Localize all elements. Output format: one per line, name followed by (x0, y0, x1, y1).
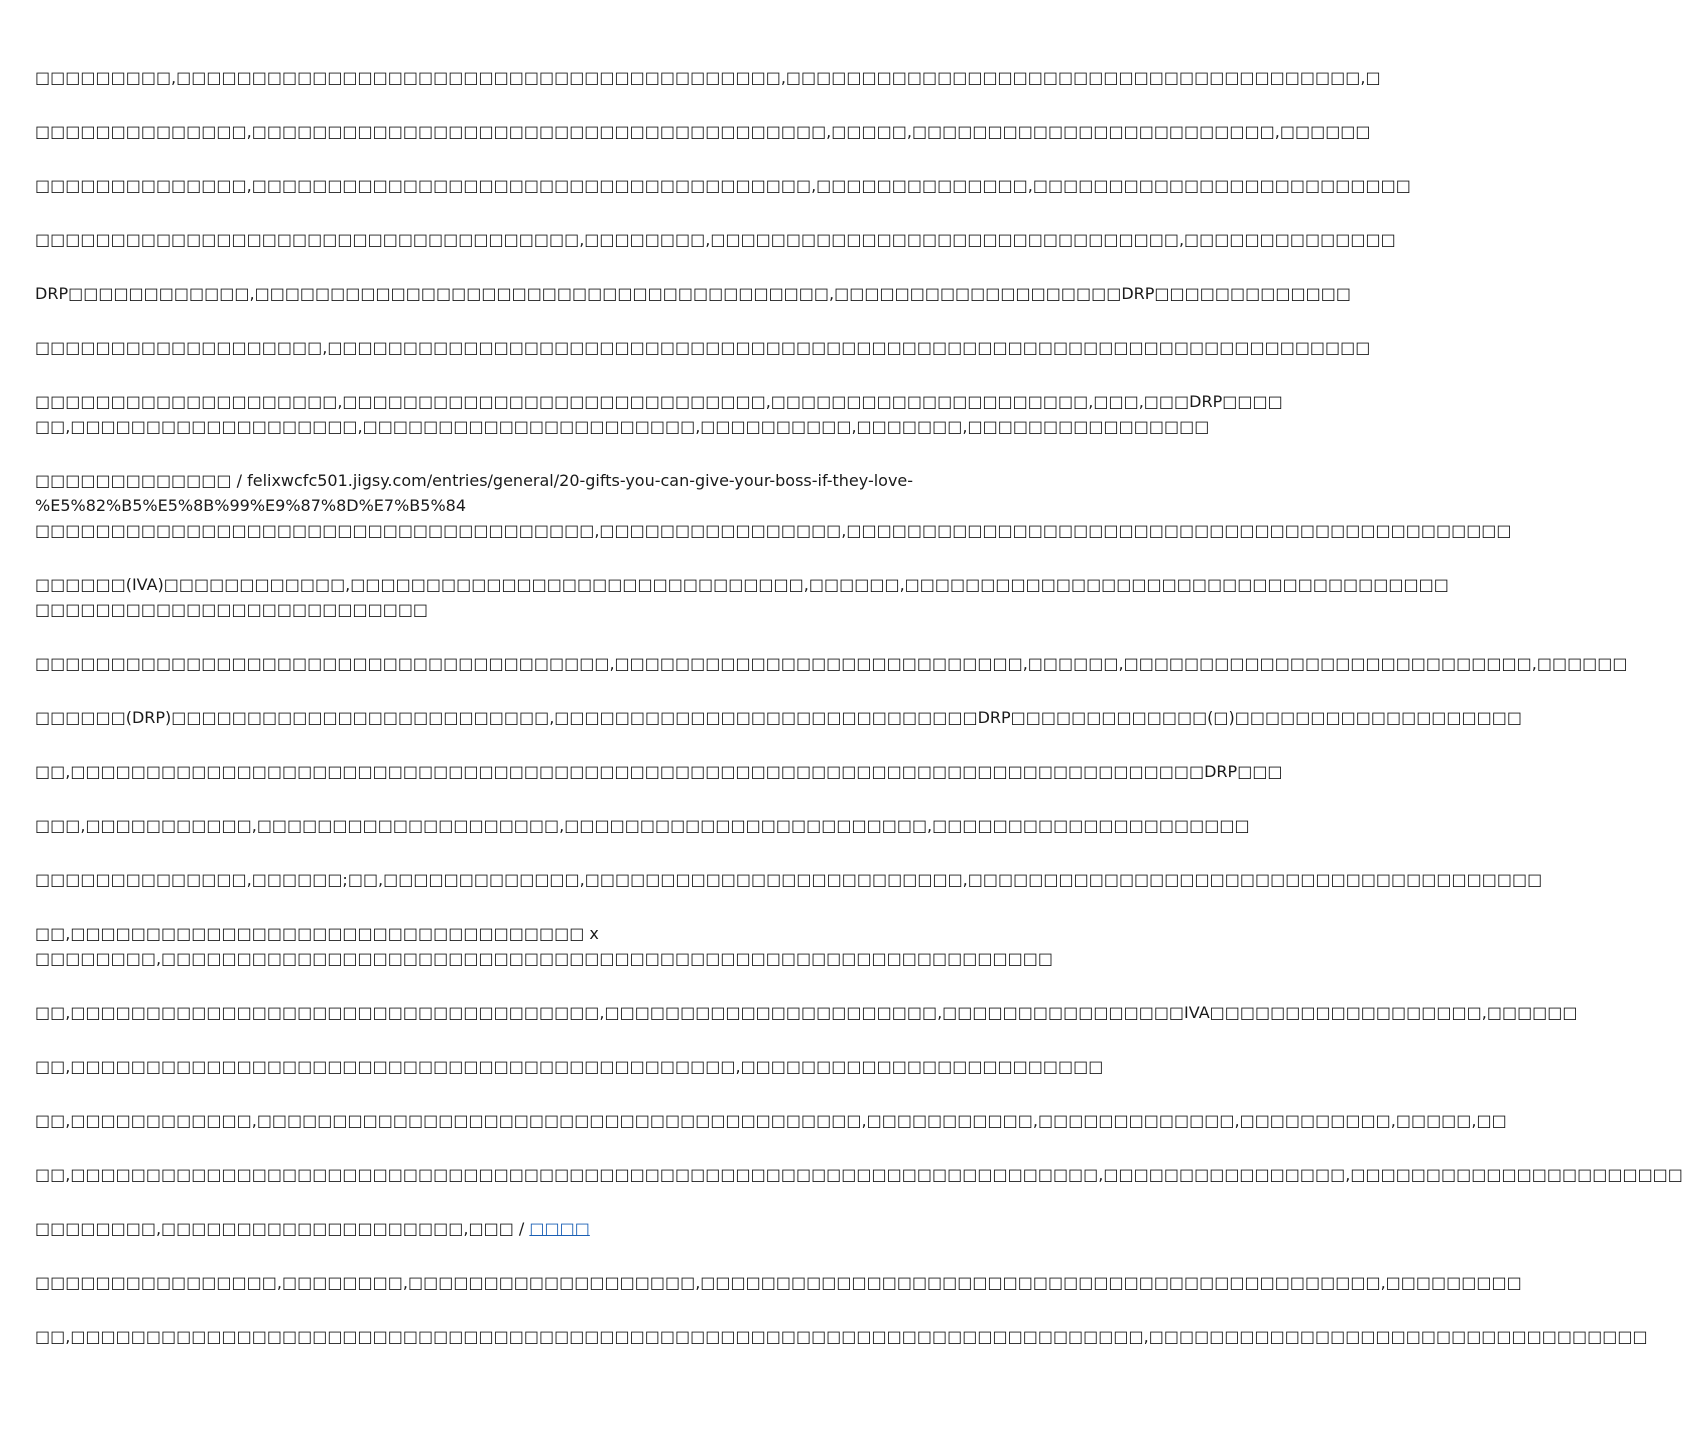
paragraph: □□,□□□□□□□□□□□□□□□□□□□□□□□□□□□□□□□□□□□□□□□□□□□□□□□□□□□□□□□□□□□□□□□□□□□□,□□□□□□□□□□□□□□□□,□□□□□□□□□□□□□□□□□□□□□□ (35, 1165, 1683, 1184)
paragraph: □□□□□□□□□,□□□□□□□□□□□□□□□□□□□□□□□□□□□□□□□□□□□□□□□□,□□□□□□□□□□□□□□□□□□□□□□□□□□□□□□□□□□□□□□,□ (35, 68, 1381, 87)
paragraph-line: □□□□□□(IVA)□□□□□□□□□□□□,□□□□□□□□□□□□□□□□□□□□□□□□□□□□□□,□□□□□□,□□□□□□□□□□□□□□□□□□□□□□□□□□□□□□□□□□□□ (35, 575, 1449, 594)
paragraph: □□□□□□□□□□□□□□,□□□□□□□□□□□□□□□□□□□□□□□□□□□□□□□□□□□□□□,□□□□□,□□□□□□□□□□□□□□□□□□□□□□□□,□□□□□□ (35, 122, 1371, 141)
x-paragraph (35, 921, 1053, 971)
paragraph: □□,□□□□□□□□□□□□□□□□□□□□□□□□□□□□□□□□□□□,□□□□□□□□□□□□□□□□□□□□□□,□□□□□□□□□□□□□□□□IVA□□□□□□□□□□□□□□□□□□,□□□□□□ (35, 1003, 1578, 1022)
inline-link[interactable]: □□□□ (529, 1219, 590, 1238)
paragraph-line: □□,□□□□□□□□□□□□□□□□□□□□□□□□□□□□□□□□□□ x (35, 924, 599, 943)
paragraph: □□□□□□□□□□□□□□□□□□□□□□□□□□□□□□□□□□□□□□,□□□□□□□□□□□□□□□□□□□□□□□□□□□,□□□□□□,□□□□□□□□□□□□□□□□□□□□□□□□□□□,□□□□□□ (35, 654, 1628, 673)
paragraph: □□□□□□(DRP)□□□□□□□□□□□□□□□□□□□□□□□□□,□□□□□□□□□□□□□□□□□□□□□□□□□□□□DRP□□□□□□□□□□□□□(□)□□□□□□□□□□□□□□□□□□□ (35, 708, 1523, 727)
paragraph-line: □□□□□□□□□□□□□□□□□□□□□□□□□□ (35, 600, 429, 619)
iva-paragraph (35, 572, 1449, 622)
paragraph: □□,□□□□□□□□□□□□,□□□□□□□□□□□□□□□□□□□□□□□□□□□□□□□□□□□□□□□□,□□□□□□□□□□□,□□□□□□□□□□□□□,□□□□□□□□□□,□□□□□,□□ (35, 1111, 1507, 1130)
paragraph-line: □□□□□□□□□□□□□□□□□□□□□□□□□□□□□□□□□□□□□,□□□□□□□□□□□□□□□□,□□□□□□□□□□□□□□□□□□□□□□□□□□□□□□□□□□□□□□□□□□□□ (35, 521, 1512, 540)
paragraph-line: □□□□□□□□□□□□□□□□□□□□,□□□□□□□□□□□□□□□□□□□□□□□□□□□□,□□□□□□□□□□□□□□□□□□□□□,□□□,□□□DRP□□□□ (35, 392, 1283, 411)
paragraph: □□□□□□□□□□□□□□□□□□□,□□□□□□□□□□□□□□□□□□□□□□□□□□□□□□□□□□□□□□□□□□□□□□□□□□□□□□□□□□□□□□□□□□□□□ (35, 338, 1371, 357)
anchor-paragraph (35, 1216, 990, 1241)
url-text: □□□□□□□□□□□□□ / felixwcfc501.jigsy.com/entries/general/20-gifts-you-can-give-your-boss-if-they-love- (35, 471, 914, 490)
paragraph: □□,□□□□□□□□□□□□□□□□□□□□□□□□□□□□□□□□□□□□□□□□□□□□,□□□□□□□□□□□□□□□□□□□□□□□□ (35, 1057, 1104, 1076)
paragraph: □□,□□□□□□□□□□□□□□□□□□□□□□□□□□□□□□□□□□□□□□□□□□□□□□□□□□□□□□□□□□□□□□□□□□□□□□□□□□□DRP□□□ (35, 762, 1283, 781)
url-encoded-text: %E5%82%B5%E5%8B%99%E9%87%8D%E7%B5%84 (35, 496, 466, 515)
paragraph-text: □□□□□□□□,□□□□□□□□□□□□□□□□□□□□,□□□ / (35, 1219, 530, 1238)
paragraph-two-line (35, 389, 1283, 439)
paragraph: □□□□□□□□□□□□□□□□□□□□□□□□□□□□□□□□□□□□,□□□□□□□□,□□□□□□□□□□□□□□□□□□□□□□□□□□□□□□□,□□□□□□□□□□□□□□ (35, 230, 1396, 249)
paragraph: □□,□□□□□□□□□□□□□□□□□□□□□□□□□□□□□□□□□□□□□□□□□□□□□□□□□□□□□□□□□□□□□□□□□□□□□□□,□□□□□□□□□□□□□□□□□□□□□□□□□□□□□□□□□ (35, 1327, 1648, 1346)
document-body (35, 65, 1683, 1378)
paragraph: □□□□□□□□□□□□□□□□,□□□□□□□□,□□□□□□□□□□□□□□□□□□□,□□□□□□□□□□□□□□□□□□□□□□□□□□□□□□□□□□□□□□□□□□□□□,□□□□□□□□□ (35, 1273, 1522, 1292)
paragraph-line: □□□□□□□□,□□□□□□□□□□□□□□□□□□□□□□□□□□□□□□□□□□□□□□□□□□□□□□□□□□□□□□□□□□□ (35, 949, 1053, 968)
paragraph-line: □□,□□□□□□□□□□□□□□□□□□□,□□□□□□□□□□□□□□□□□□□□□□,□□□□□□□□□□,□□□□□□□,□□□□□□□□□□□□□□□□ (35, 417, 1210, 436)
paragraph: DRP□□□□□□□□□□□□,□□□□□□□□□□□□□□□□□□□□□□□□□□□□□□□□□□□□□□,□□□□□□□□□□□□□□□□□□□DRP□□□□□□□□□□□□□ (35, 284, 1351, 303)
url-paragraph (35, 468, 1512, 543)
paragraph: □□□□□□□□□□□□□□,□□□□□□□□□□□□□□□□□□□□□□□□□□□□□□□□□□□□□,□□□□□□□□□□□□□□,□□□□□□□□□□□□□□□□□□□□□□□□□ (35, 176, 1411, 195)
paragraph: □□□□□□□□□□□□□□,□□□□□□;□□,□□□□□□□□□□□□□,□□□□□□□□□□□□□□□□□□□□□□□□□,□□□□□□□□□□□□□□□□□□□□□□□□□□□□□□□□□□□□□□ (35, 870, 1543, 889)
paragraph: □□□,□□□□□□□□□□□,□□□□□□□□□□□□□□□□□□□□,□□□□□□□□□□□□□□□□□□□□□□□□,□□□□□□□□□□□□□□□□□□□□□ (35, 816, 1250, 835)
